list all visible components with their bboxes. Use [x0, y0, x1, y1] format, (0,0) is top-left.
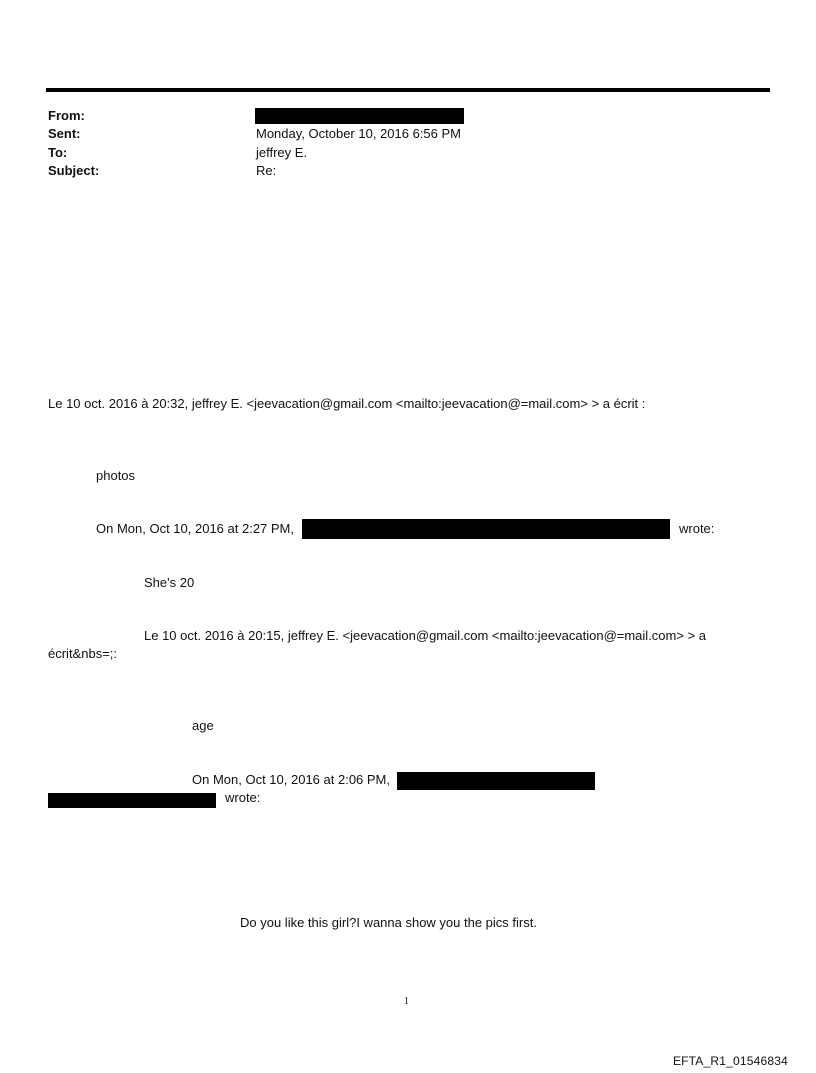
- message-shes-20: She's 20: [144, 575, 195, 590]
- document-id: EFTA_R1_01546834: [672, 1054, 788, 1068]
- sent-label: Sent:: [48, 126, 81, 141]
- quote4-sender-redaction-2: [48, 793, 216, 808]
- quote3-intro-line1: Le 10 oct. 2016 à 20:15, jeffrey E. <jeevacation@gmail.com <mailto:jeevacation@=mail.com> > a: [144, 628, 706, 643]
- quote4-intro-prefix: On Mon, Oct 10, 2016 at 2:06 PM,: [192, 772, 390, 787]
- from-label: From:: [48, 108, 85, 123]
- to-value: jeffrey E.: [256, 145, 308, 160]
- subject-label: Subject:: [48, 163, 100, 178]
- quote2-intro-prefix: On Mon, Oct 10, 2016 at 2:27 PM,: [96, 521, 294, 536]
- from-redaction: [255, 108, 464, 124]
- quote1-intro: Le 10 oct. 2016 à 20:32, jeffrey E. <jeevacation@gmail.com <mailto:jeevacation@=mail.com> > a écrit :: [48, 396, 646, 411]
- quote4-intro-suffix: wrote:: [225, 790, 261, 805]
- message-photos: photos: [96, 468, 136, 483]
- quote2-intro-suffix: wrote:: [679, 521, 715, 536]
- page-number: 1: [404, 996, 409, 1007]
- message-age: age: [192, 718, 214, 733]
- subject-value: Re:: [256, 163, 277, 178]
- to-label: To:: [48, 145, 68, 160]
- quote3-intro-line2: écrit&nbs=;:: [48, 646, 118, 661]
- sent-value: Monday, October 10, 2016 6:56 PM: [256, 126, 461, 141]
- message-final: Do you like this girl?I wanna show you the pics first.: [240, 915, 537, 930]
- header-rule: [46, 88, 770, 92]
- quote2-sender-redaction: [302, 519, 670, 539]
- quote4-sender-redaction-1: [397, 772, 595, 790]
